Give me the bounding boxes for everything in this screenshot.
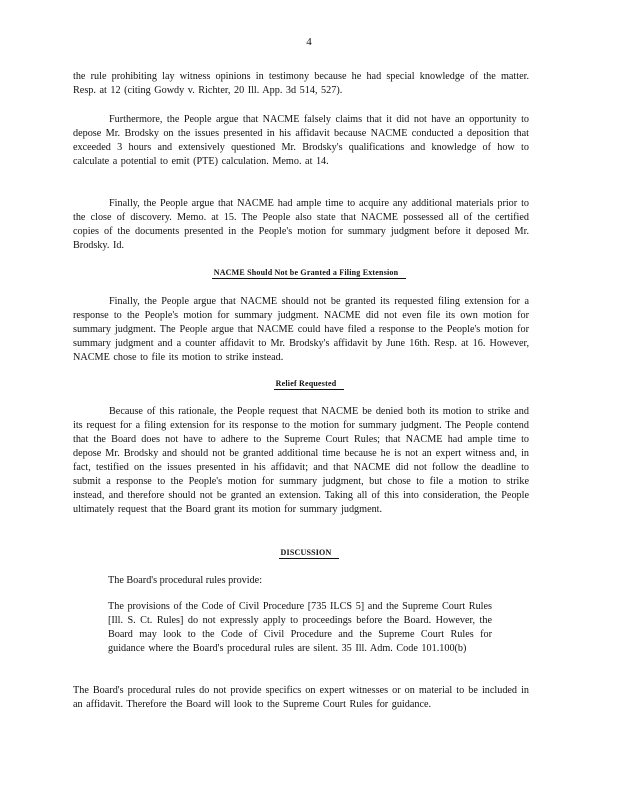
- heading-relief-requested: Relief Requested: [0, 379, 618, 390]
- paragraph-guidance: The Board's procedural rules do not provide specifics on expert witnesses or on material to be included in an affidavit. Therefore the Board will look to the Supreme Court Rules for guidance.: [73, 685, 529, 710]
- paragraph-rationale: Because of this rationale, the People request that NACME be denied both its motion to strike and its request for a filing extension for its response to the motion for summary judgment. The People contend that the Board does not have to adhere to the Supreme Court Rules; that NACME had ample time to depose Mr. Brodsky and should not be granted additional time because he is not an expert witness and, in fact, testified on the issues presented in his affidavit; and that NACME did not follow the deadline to submit a response to the People's motion for summary judgment, but chose to file a motion to strike instead, and therefore should not be granted an extension. Taking all of this into consideration, the People ultimately request that the Board grant its motion for summary judgment.: [73, 406, 529, 515]
- paragraph-lay-witness: the rule prohibiting lay witness opinions in testimony because he had special knowledge of the matter. Resp. at 12 (citing Gowdy v. Richter, 20 Ill. App. 3d 514, 527).: [73, 71, 529, 96]
- paragraph-ample-time: Finally, the People argue that NACME had ample time to acquire any additional materials prior to the close of discovery. Memo. at 15. The People also state that NACME possessed all of the certified copies of the documents presented in the People's motion for summary judgment before it deposed Mr. Brodsky. Id.: [73, 198, 529, 251]
- heading-discussion: DISCUSSION: [0, 548, 618, 559]
- paragraph-deposition: Furthermore, the People argue that NACME falsely claims that it did not have an opportunity to depose Mr. Brodsky on the issues presented in his affidavit because NACME conducted a deposition that exceeded 3 hours and extensively questioned Mr. Brodsky's qualifications and knowledge of how to calculate a potential to emit (PTE) calculation. Memo. at 14.: [73, 114, 529, 167]
- block-quotation: The provisions of the Code of Civil Procedure [735 ILCS 5] and the Supreme Court Rules [Ill. S. Ct. Rules] do not expressly apply to proceedings before the Board. However, the Board may look to the Code of Civil Procedure and the Supreme Court Rules for guidance where the Board's procedural rules are silent. 35 Ill. Adm. Code 101.100(b): [108, 601, 492, 654]
- paragraph-procedural-rules: The Board's procedural rules provide:: [108, 575, 263, 586]
- paragraph-extension-argument: Finally, the People argue that NACME should not be granted its requested filing extension for a response to the People's motion for summary judgment. NACME did not even file its own motion for summary judgment. The People argue that NACME could have filed a response to the People's motion for summary judgment and a counter affidavit to Mr. Brodsky's affidavit by June 16th. Resp. at 16. However, NACME chose to file its motion to strike instead.: [73, 296, 529, 363]
- page-number: 4: [306, 36, 312, 48]
- heading-filing-extension: NACME Should Not be Granted a Filing Extension: [0, 268, 618, 279]
